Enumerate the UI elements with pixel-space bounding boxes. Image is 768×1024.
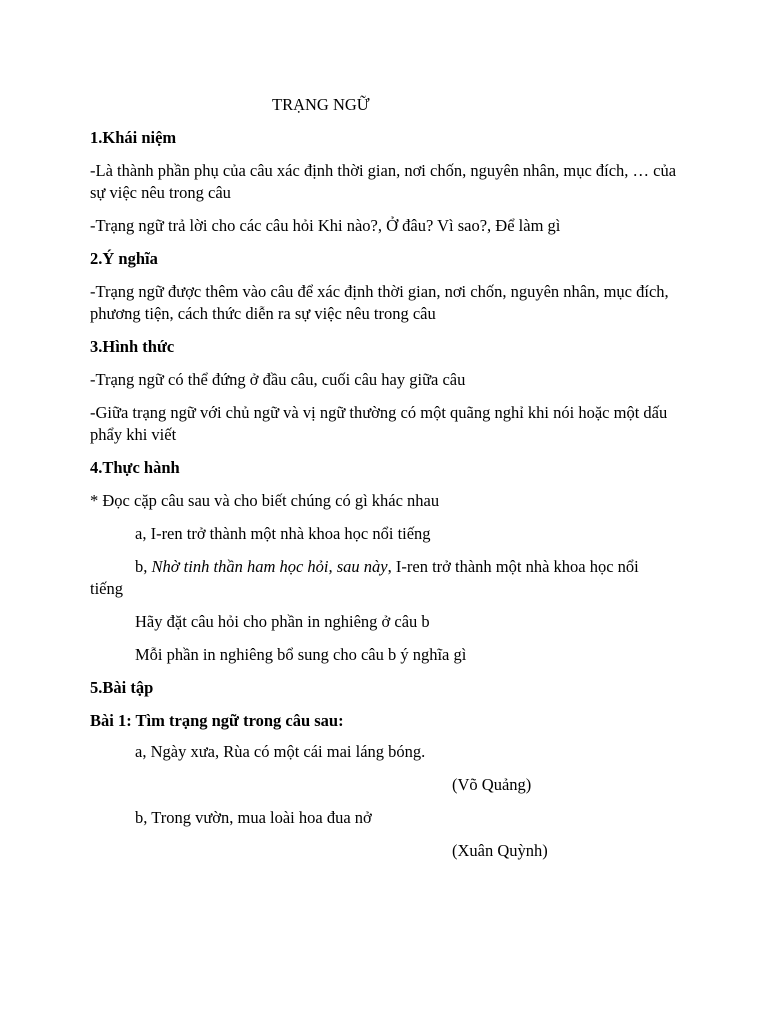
exercise-a-source: (Võ Quảng)	[452, 775, 532, 794]
section-3-paragraph-1: -Trạng ngữ có thể đứng ở đầu câu, cuối câu hay giữa câu	[90, 370, 466, 389]
section-3-heading: 3.Hình thức	[90, 337, 175, 356]
practice-question-2: Mỗi phần in nghiêng bổ sung cho câu b ý nghĩa gì	[135, 645, 467, 664]
section-2-paragraph-1: -Trạng ngữ được thêm vào câu để xác định thời gian, nơi chốn, nguyên nhân, mục đích, phương tiện, cách thức diễn ra sự việc nêu trong câu	[90, 282, 669, 323]
example-sentence-a: a, I-ren trở thành một nhà khoa học nổi tiếng	[135, 524, 431, 543]
document-title: TRẠNG NGỮ	[272, 95, 370, 114]
exercise-sentence-b: b, Trong vườn, mua loài hoa đua nở	[135, 808, 372, 827]
example-b-prefix: b,	[135, 557, 152, 576]
exercise-b-source: (Xuân Quỳnh)	[452, 841, 548, 860]
example-sentence-b	[135, 556, 639, 578]
section-4-heading: 4.Thực hành	[90, 458, 180, 477]
section-3-paragraph-2: -Giữa trạng ngữ với chủ ngữ và vị ngữ thường có một quãng nghỉ khi nói hoặc một dấu phẩy khi viết	[90, 403, 668, 444]
practice-question-1: Hãy đặt câu hỏi cho phần in nghiêng ở câu b	[135, 612, 430, 631]
section-1-heading: 1.Khái niệm	[90, 128, 177, 147]
example-sentence-b-continuation: tiếng	[90, 579, 123, 598]
section-5-heading: 5.Bài tập	[90, 678, 154, 697]
section-1-paragraph-1: -Là thành phần phụ của câu xác định thời gian, nơi chốn, nguyên nhân, mục đích, … của sự việc nêu trong câu	[90, 161, 677, 202]
section-1-paragraph-2: -Trạng ngữ trả lời cho các câu hỏi Khi nào?, Ở đâu? Vì sao?, Để làm gì	[90, 216, 561, 235]
example-b-rest: , I-ren trở thành một nhà khoa học nổi	[387, 557, 639, 576]
exercise-1-title: Bài 1: Tìm trạng ngữ trong câu sau:	[90, 711, 344, 730]
example-b-italic-phrase: Nhờ tinh thần ham học hỏi, sau này	[151, 557, 388, 576]
section-2-heading: 2.Ý nghĩa	[90, 249, 158, 268]
section-4-intro: * Đọc cặp câu sau và cho biết chúng có gì khác nhau	[90, 491, 440, 510]
exercise-sentence-a: a, Ngày xưa, Rùa có một cái mai láng bóng.	[135, 742, 426, 761]
